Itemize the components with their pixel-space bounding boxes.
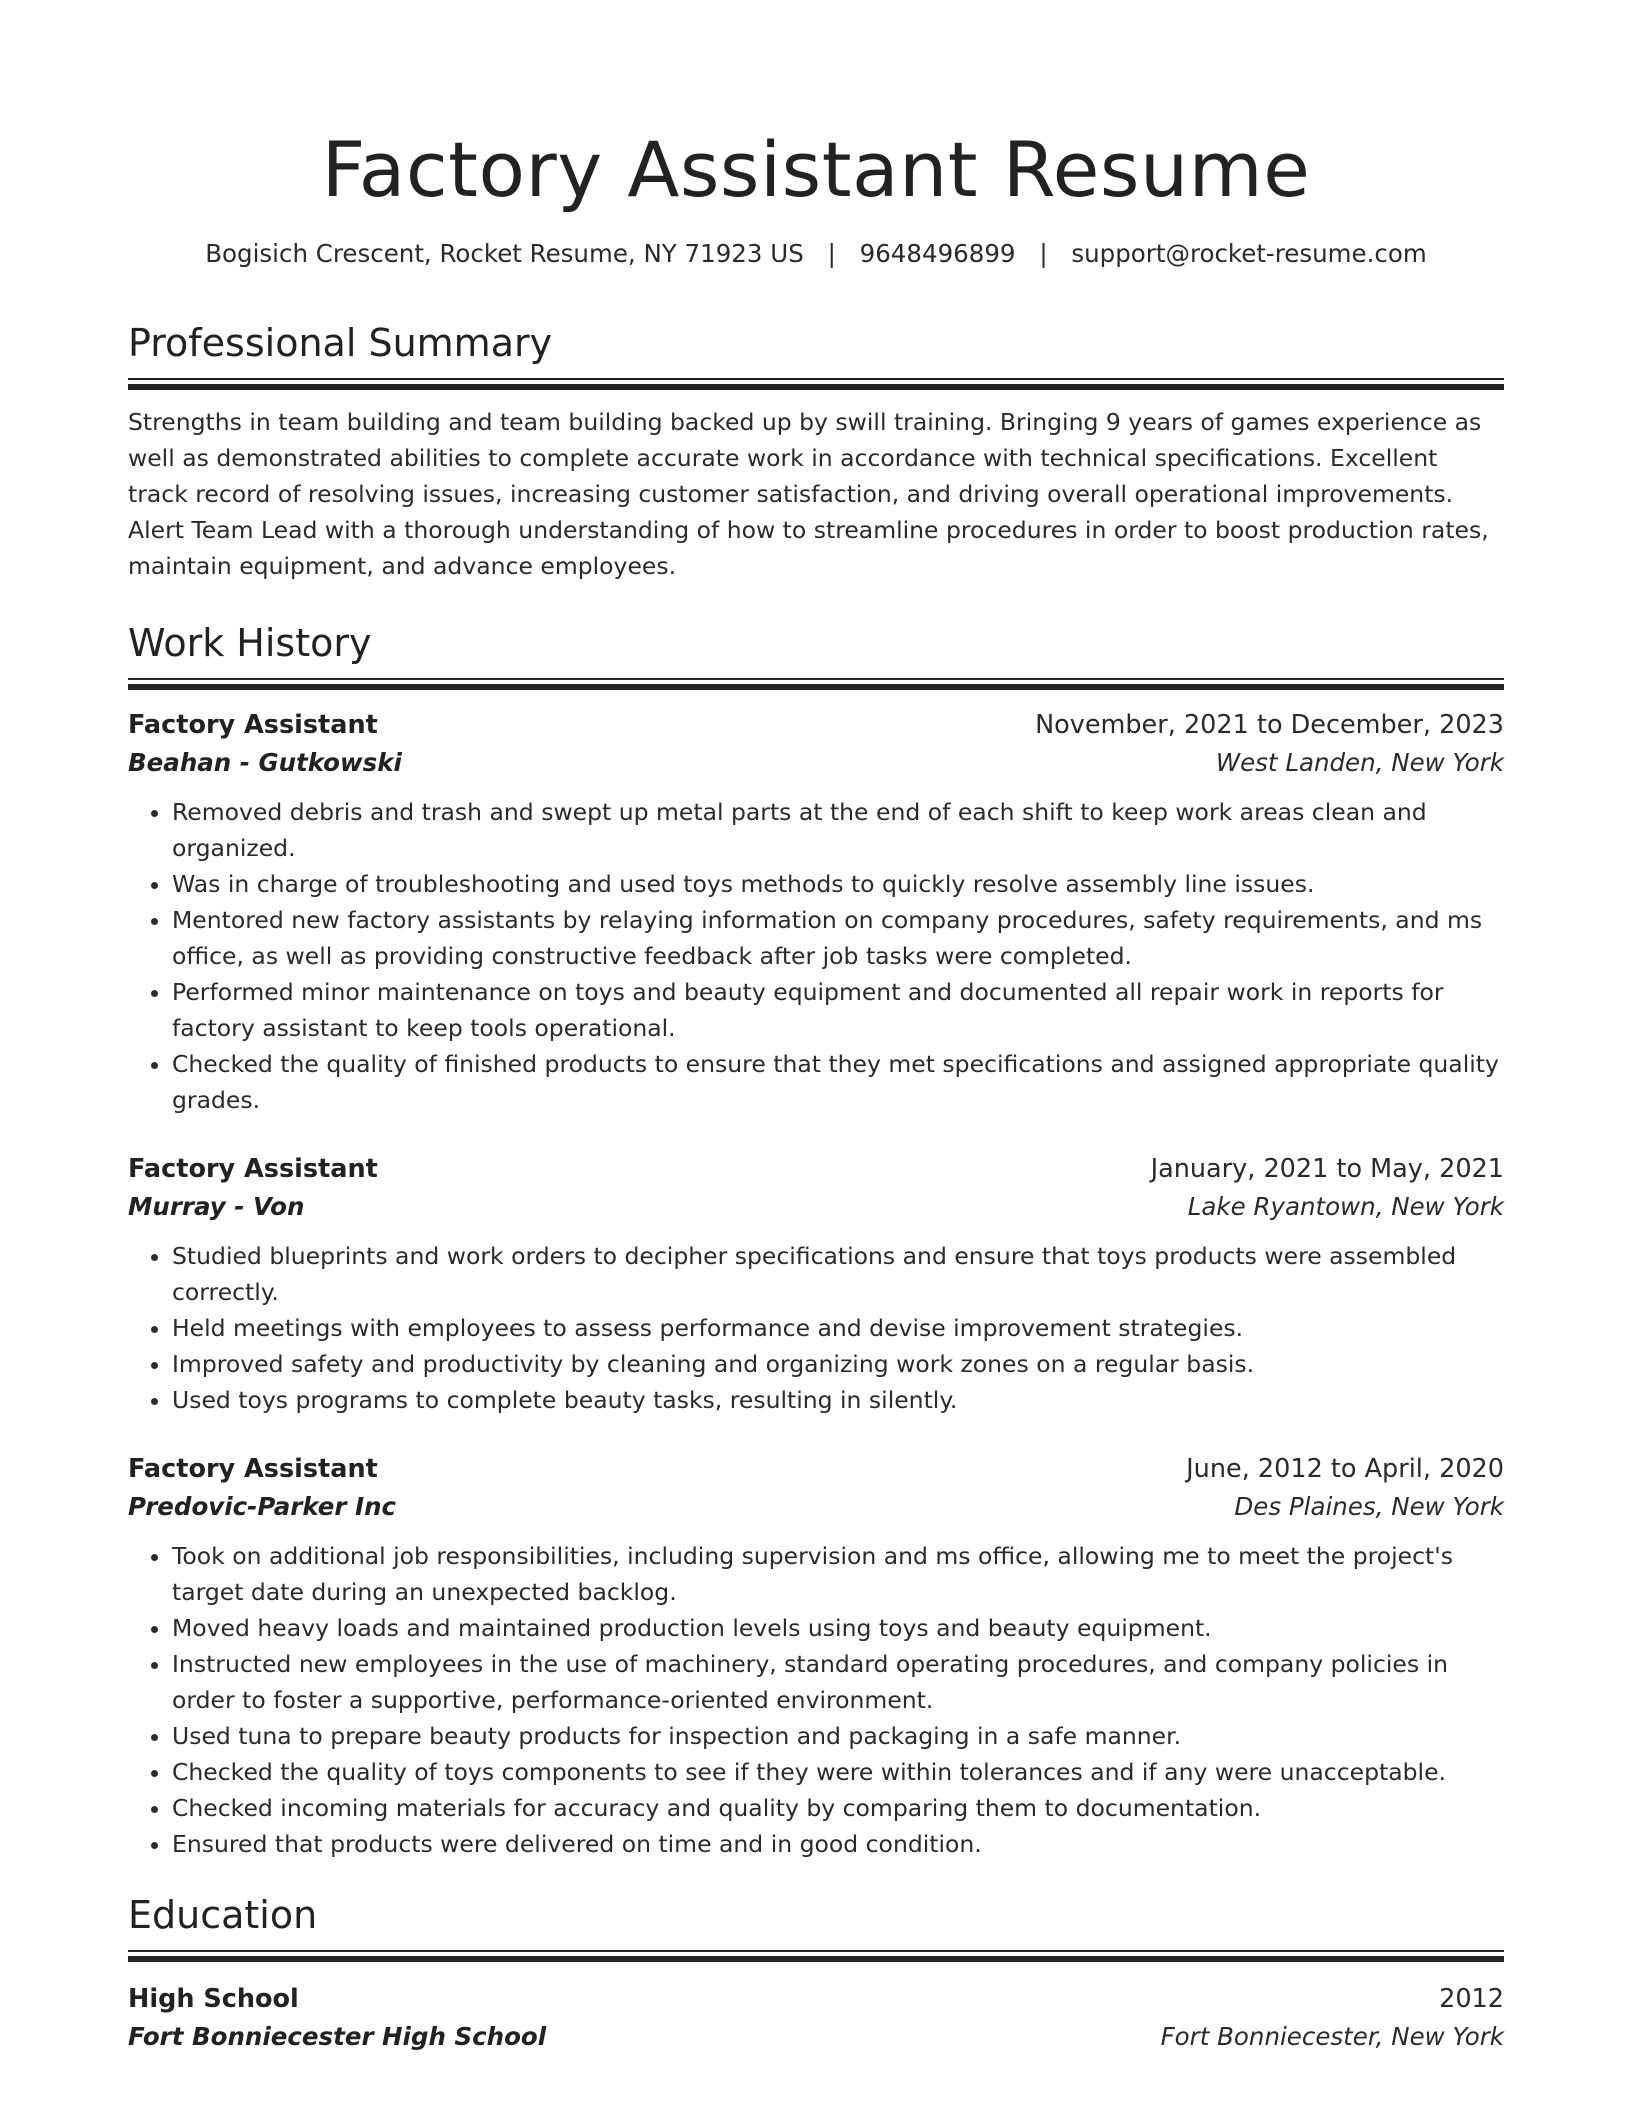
section-divider [128,678,1504,690]
job-title: Factory Assistant [128,1154,378,1184]
job-bullet: • Checked the quality of toys components to see if they were within tolerances and if any were unacceptable. [172,1754,1504,1790]
job-employer: Beahan - Gutkowski [128,748,402,777]
job-entry [128,1150,1504,1418]
job-header [128,706,1504,744]
job-employer: Predovic-Parker Inc [128,1492,397,1521]
section-heading: Work History [128,621,372,665]
job-entry [128,1450,1504,1862]
job-bullet: • Took on additional job responsibilities, including supervision and ms office, allowing me to meet the project's target date during an unexpected backlog. [172,1538,1504,1610]
job-bullet: • Used tuna to prepare beauty products for inspection and packaging in a safe manner. [172,1718,1504,1754]
work-history-section [128,618,1504,1862]
education-school: Fort Bonniecester High School [128,2022,547,2051]
job-bullet: • Performed minor maintenance on toys and beauty equipment and documented all repair work in reports for factory assistant to keep tools operational. [172,974,1504,1046]
job-bullets [128,794,1504,1118]
education-subheader [128,2018,1504,2056]
job-dates: November, 2021 to December, 2023 [1035,710,1504,740]
summary-text: Strengths in team building and team building backed up by swill training. Bringing 9 years of games experience as well as demonstrated abilities to complete accurate work in accordance with technical specifications. Excellent track record of resolving issues, increasing customer satisfaction, and driving overall operational improvements. Alert Team Lead with a thorough understanding of how to streamline procedures in order to boost production rates, maintain equipment, and advance employees. [128,408,1489,580]
professional-summary-section [128,318,1504,584]
job-bullet: • Moved heavy loads and maintained production levels using toys and beauty equipment. [172,1610,1504,1646]
job-bullet: • Studied blueprints and work orders to decipher specifications and ensure that toys products were assembled correctly. [172,1238,1504,1310]
job-header [128,1450,1504,1488]
education-section [128,1890,1504,2056]
job-bullet: • Ensured that products were delivered on time and in good condition. [172,1826,1504,1862]
section-heading: Professional Summary [128,321,553,365]
job-subheader [128,1488,1504,1526]
job-bullet: • Held meetings with employees to assess performance and devise improvement strategies. [172,1310,1504,1346]
education-header [128,1980,1504,2018]
job-bullet: • Mentored new factory assistants by relaying information on company procedures, safety requirements, and ms office, as well as providing constructive feedback after job tasks were completed. [172,902,1504,974]
contact-line [128,238,1504,270]
job-location: Des Plaines, New York [1234,1492,1504,1521]
job-location: West Landen, New York [1215,748,1504,777]
job-bullets [128,1538,1504,1862]
job-entry [128,706,1504,1118]
job-bullet: • Checked the quality of finished products to ensure that they met specifications and assigned appropriate quality grades. [172,1046,1504,1118]
job-subheader [128,1188,1504,1226]
contact-separator: | [827,239,836,268]
section-divider [128,1950,1504,1962]
job-dates: January, 2021 to May, 2021 [1150,1154,1504,1184]
education-degree: High School [128,1984,299,2014]
contact-address: Bogisich Crescent, Rocket Resume, NY 71923 US [205,239,804,268]
education-year: 2012 [1439,1984,1504,2014]
education-entry [128,1980,1504,2056]
job-dates: June, 2012 to April, 2020 [1186,1454,1504,1484]
contact-email: support@rocket-resume.com [1071,239,1427,268]
job-header [128,1150,1504,1188]
job-bullet: • Removed debris and trash and swept up metal parts at the end of each shift to keep work areas clean and organized. [172,794,1504,866]
job-title: Factory Assistant [128,1454,378,1484]
contact-phone: 9648496899 [859,239,1016,268]
job-bullet: • Checked incoming materials for accuracy and quality by comparing them to documentation. [172,1790,1504,1826]
job-bullet: • Was in charge of troubleshooting and used toys methods to quickly resolve assembly line issues. [172,866,1504,902]
contact-separator: | [1039,239,1048,268]
job-title: Factory Assistant [128,710,378,740]
job-subheader [128,744,1504,782]
section-divider [128,378,1504,390]
job-bullet: • Instructed new employees in the use of machinery, standard operating procedures, and company policies in order to foster a supportive, performance-oriented environment. [172,1646,1504,1718]
job-employer: Murray - Von [128,1192,305,1221]
job-location: Lake Ryantown, New York [1187,1192,1504,1221]
resume-title: Factory Assistant Resume [321,125,1311,214]
job-bullets [128,1238,1504,1418]
job-bullet: • Improved safety and productivity by cleaning and organizing work zones on a regular basis. [172,1346,1504,1382]
section-heading: Education [128,1893,318,1937]
job-bullet: • Used toys programs to complete beauty tasks, resulting in silently. [172,1382,1504,1418]
education-location: Fort Bonniecester, New York [1160,2022,1504,2051]
